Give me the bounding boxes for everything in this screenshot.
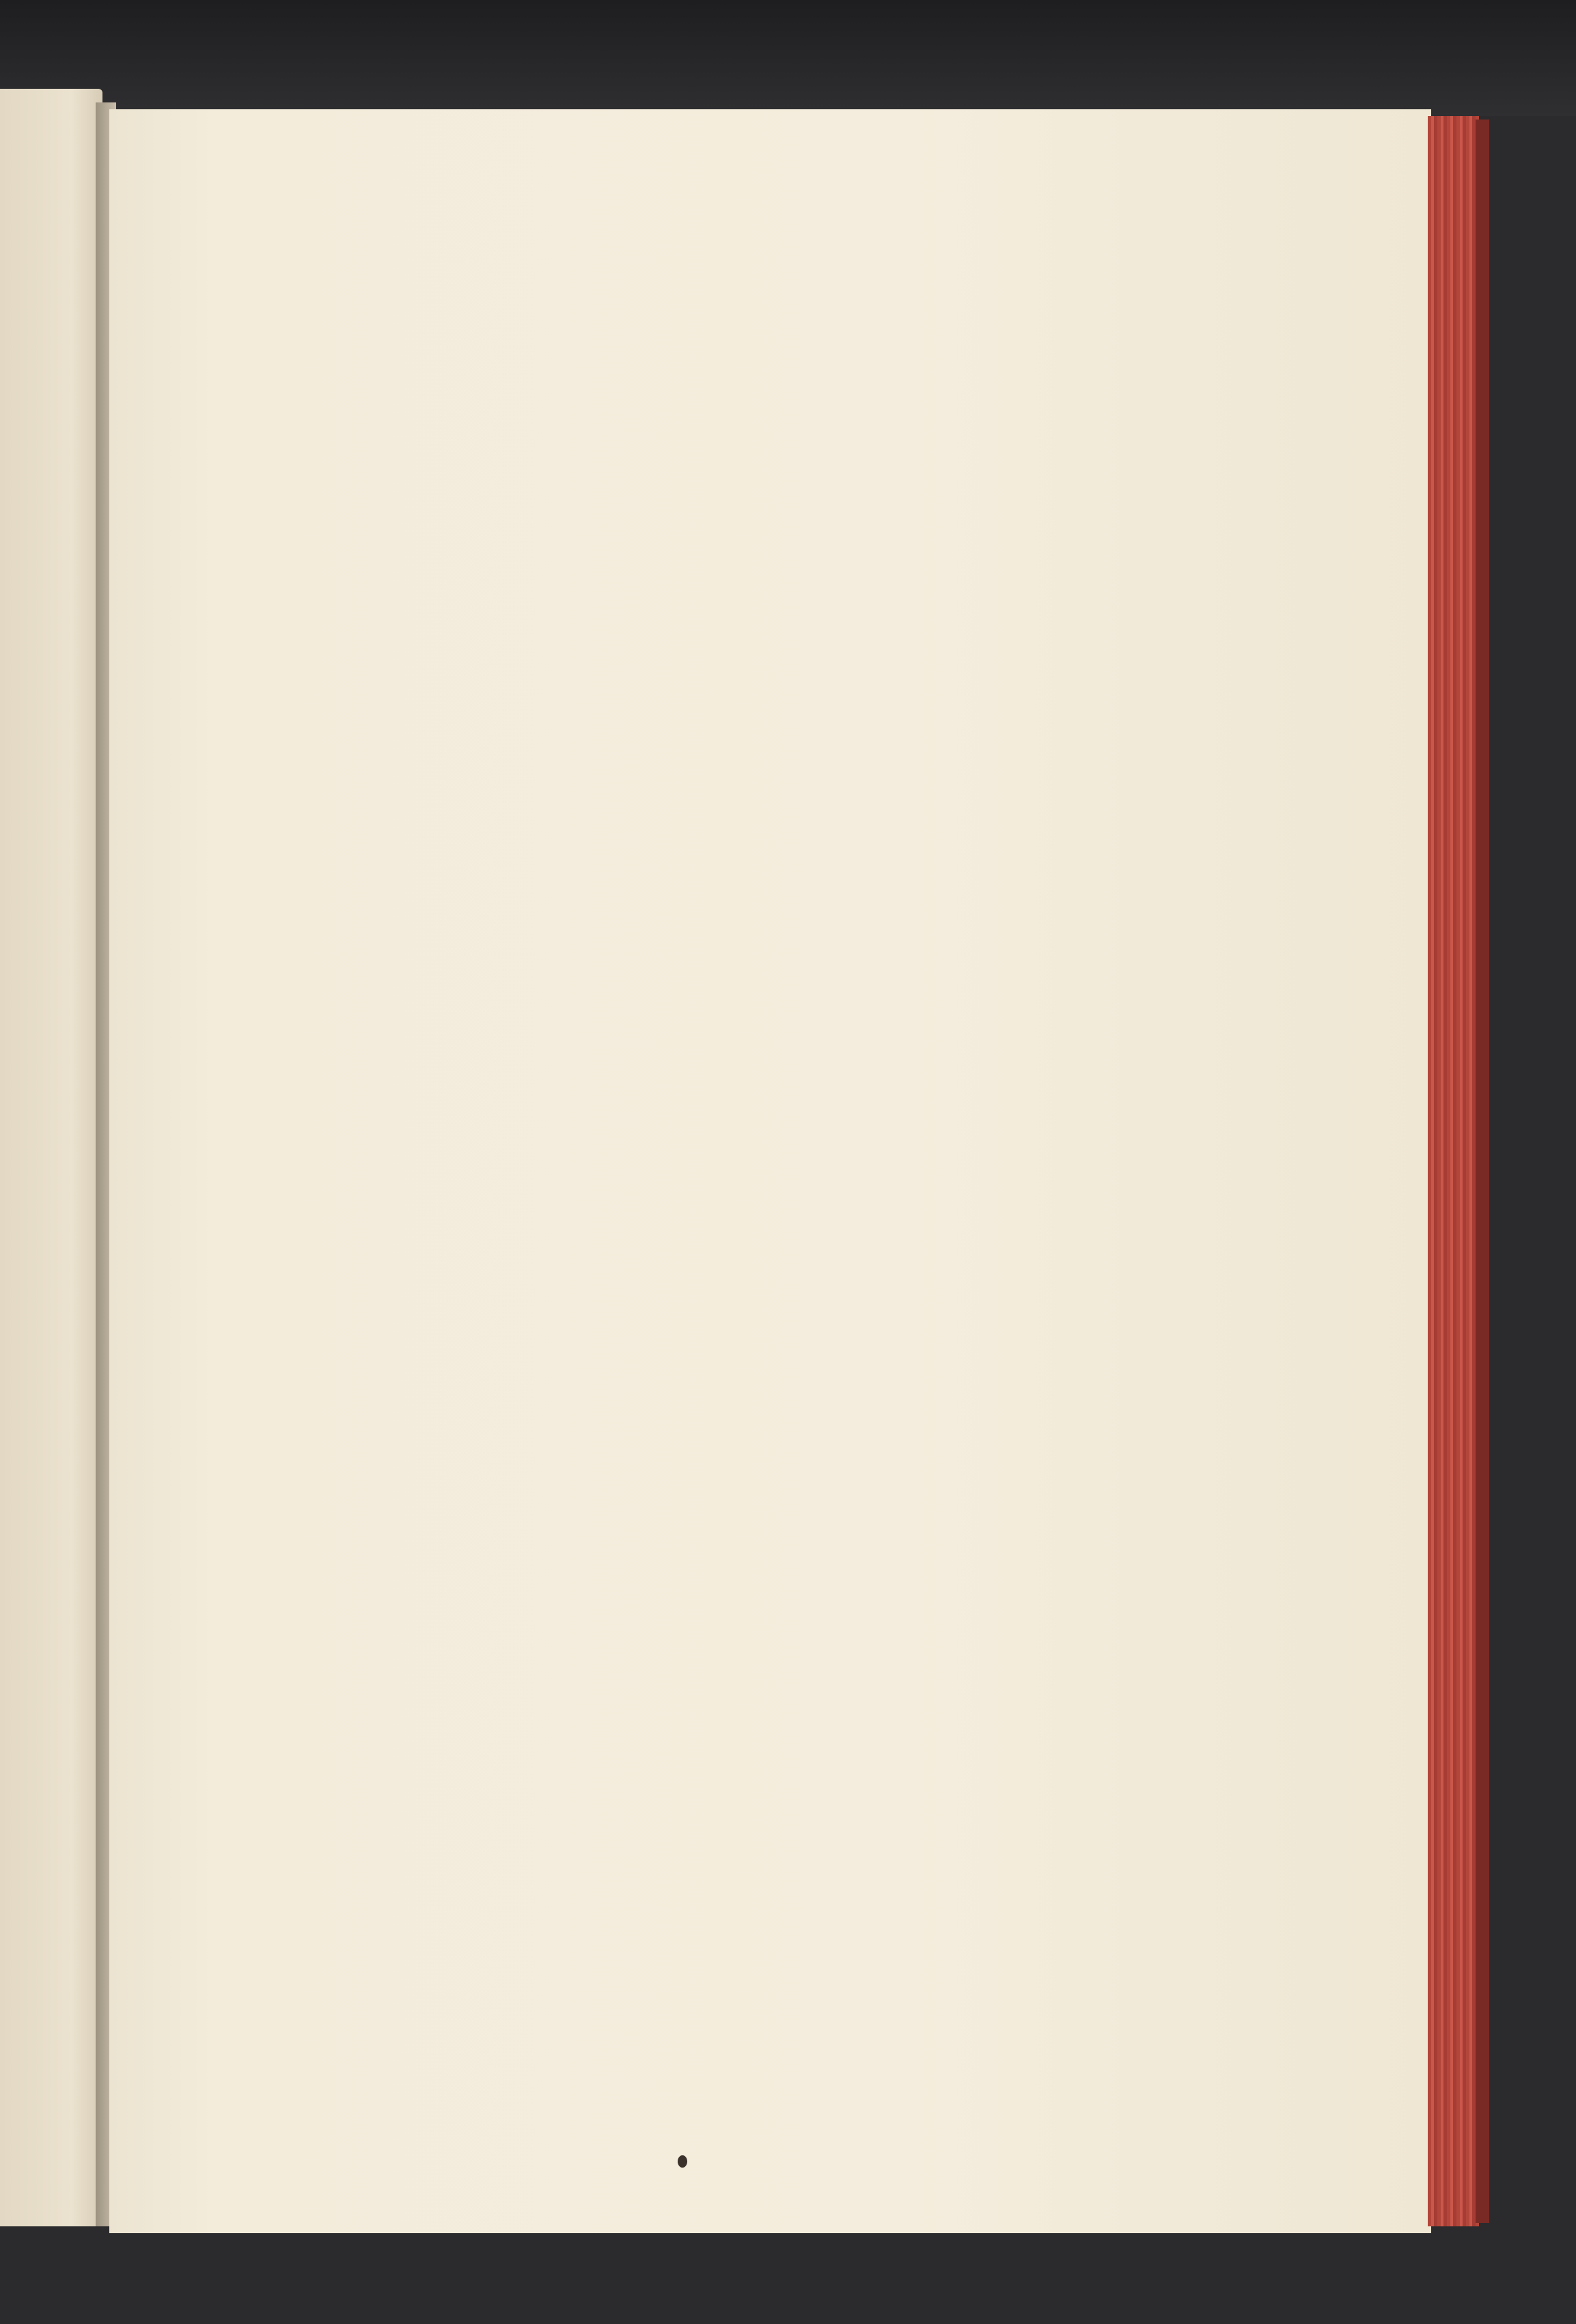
right-page bbox=[109, 109, 1431, 2233]
page-edge-shadow bbox=[1476, 120, 1489, 2223]
background bbox=[0, 0, 1576, 116]
left-page bbox=[0, 89, 102, 2226]
page-edge-red bbox=[1428, 116, 1479, 2226]
signature-mark bbox=[678, 2155, 687, 2168]
